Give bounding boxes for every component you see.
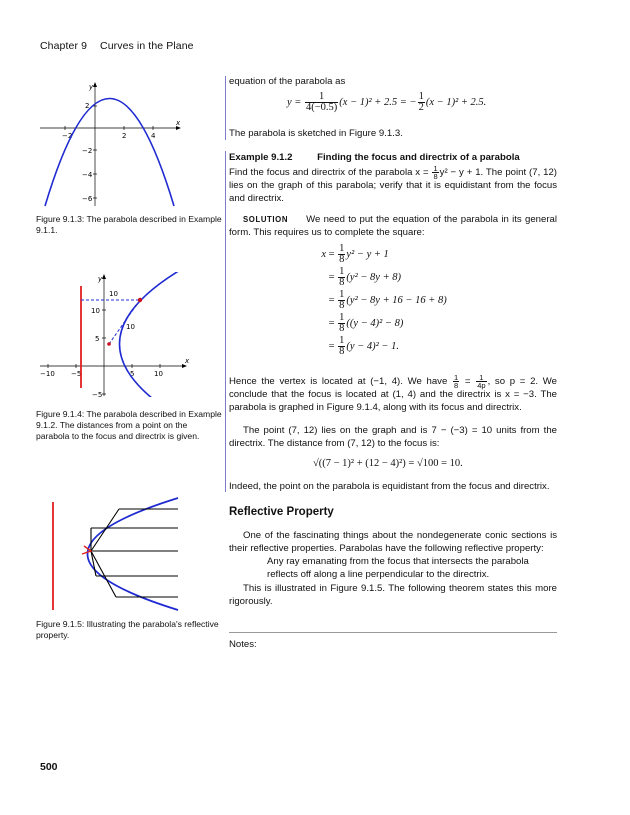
tick-label: 5 [130,370,135,378]
page-number: 500 [40,761,58,773]
y-axis-arrow [102,274,106,279]
continuation-equation [287,92,486,113]
figure-9-1-3 [36,78,186,208]
tick-label: 10 [91,307,100,315]
tick-label: −10 [40,370,55,378]
reflected-rays [91,509,178,597]
complete-square-derivation [312,244,462,359]
figure-9-1-4 [36,272,196,397]
reflective-paragraph-1: One of the fascinating things about the nondegenerate conic sections is their reflective properties. Parabolas have the following reflective property: [229,530,557,554]
distance-to-focus [109,300,140,344]
figure-9-1-5 [36,494,186,616]
example-statement: Find the focus and directrix of the parabola x = $\frac{1}{8}$ y² − y + 1. The point (7, 12) lies on the graph of this parabola; verify that it is equidistant from the focus and directrix. [229,164,557,204]
tick-label: −2 [82,147,93,155]
tick-label: −4 [82,171,93,179]
eq-lhs: y = [287,96,302,108]
continuation-sketch: The parabola is sketched in Figure 9.1.3. [229,128,403,139]
eq-part1: (x − 1)² + 2.5 = − [339,96,417,108]
axis-label-x: x [185,357,190,365]
example-heading [229,152,520,165]
solution-label: SOLUTION [243,215,289,224]
derivation-line: x = $\frac{1}{8}$ y² − y + 1 [321,243,389,265]
tick-label: 2 [122,132,127,140]
parabola-curve [120,272,195,397]
chapter-label: Chapter 9 [40,40,88,52]
example-title: Finding the focus and directrix of a parabola [317,152,520,163]
quote-line: reflects off along a line perpendicular to the directrix. [267,568,490,580]
distance-equation: √((7 − 1)² + (12 − 4)²) = √100 = 10. [313,458,463,469]
axis-label-x: x [176,119,181,127]
quote-line: Any ray emanating from the focus that intersects the parabola [267,556,529,567]
derivation-line: = $\frac{1}{8}$ (y² − 8y + 8) [326,266,402,288]
notes-label: Notes: [229,639,257,650]
tick-label: 10 [154,370,163,378]
distance-label-diag: 10 [126,323,135,331]
reflective-paragraph-2: This is illustrated in Figure 9.1.5. The following theorem states this more rigorously. [229,583,557,607]
continuation-intro: equation of the parabola as [229,76,346,87]
point-paragraph: The point (7, 12) lies on the graph and is 7 − (−3) = 10 units from the directrix. The distance from (7, 12) to the focus is: [229,425,557,449]
distance-label-top: 10 [109,290,118,298]
tick-label: −5 [71,370,82,378]
figure-9-1-4-caption: Figure 9.1.4: The parabola described in Example 9.1.2. The distances from a point on the parabola to the focus and directrix is given. [36,409,222,441]
eq-fraction: $\frac{1}{4(-0.5)}$ [306,91,338,113]
parabola-curve [45,99,174,207]
reflective-quote [229,556,557,581]
eq-part2: (x − 1)² + 2.5. [425,96,487,108]
page-header [40,40,194,52]
example-bar [225,151,226,492]
section-title: Reflective Property [229,506,334,518]
axis-label-y: y [89,83,94,91]
figure-9-1-5-caption: Figure 9.1.5: Illustrating the parabola's reflective property. [36,619,219,640]
figure-9-1-3-caption: Figure 9.1.3: The parabola described in Example 9.1.1. [36,214,222,235]
example-continuation-bar [225,76,226,140]
solution-intro: SOLUTION We need to put the equation of the parabola in its general form. This requires us to complete the square: [229,214,557,238]
notes-rule [229,632,557,633]
axis-label-y: y [98,275,103,283]
tick-label: −5 [92,391,103,397]
point-on-parabola [138,298,142,302]
vertex-paragraph: Hence the vertex is located at (−1, 4). We have $\frac{1}{8}$ = $\frac{1}{4p}$ , so p = 2. We conclude that the focus is located at (1, 4) and the directrix is x = −3. The parabola is graphed in Figure 9.1.4, along with its focus and directrix. [229,373,557,413]
tick-label: 2 [85,102,90,110]
tick-label: −2 [62,132,73,140]
example-number: Example 9.1.2 [229,152,293,163]
tick-label: 5 [95,335,100,343]
tick-label: 4 [151,132,156,140]
parabola-curve [88,498,179,610]
derivation-line: = $\frac{1}{8}$ ((y − 4)² − 8) [326,312,404,334]
focus-point [107,342,111,346]
tick-label: −6 [82,195,93,203]
derivation-line: = $\frac{1}{8}$ (y − 4)² − 1. [326,335,400,357]
chapter-title: Curves in the Plane [100,40,194,52]
eq-fraction: $\frac{1}{2}$ [418,91,424,113]
derivation-line: = $\frac{1}{8}$ (y² − 8y + 16 − 16 + 8) [326,289,447,311]
solution-conclusion: Indeed, the point on the parabola is equidistant from the focus and directrix. [229,481,550,492]
y-axis-arrow [93,82,97,87]
